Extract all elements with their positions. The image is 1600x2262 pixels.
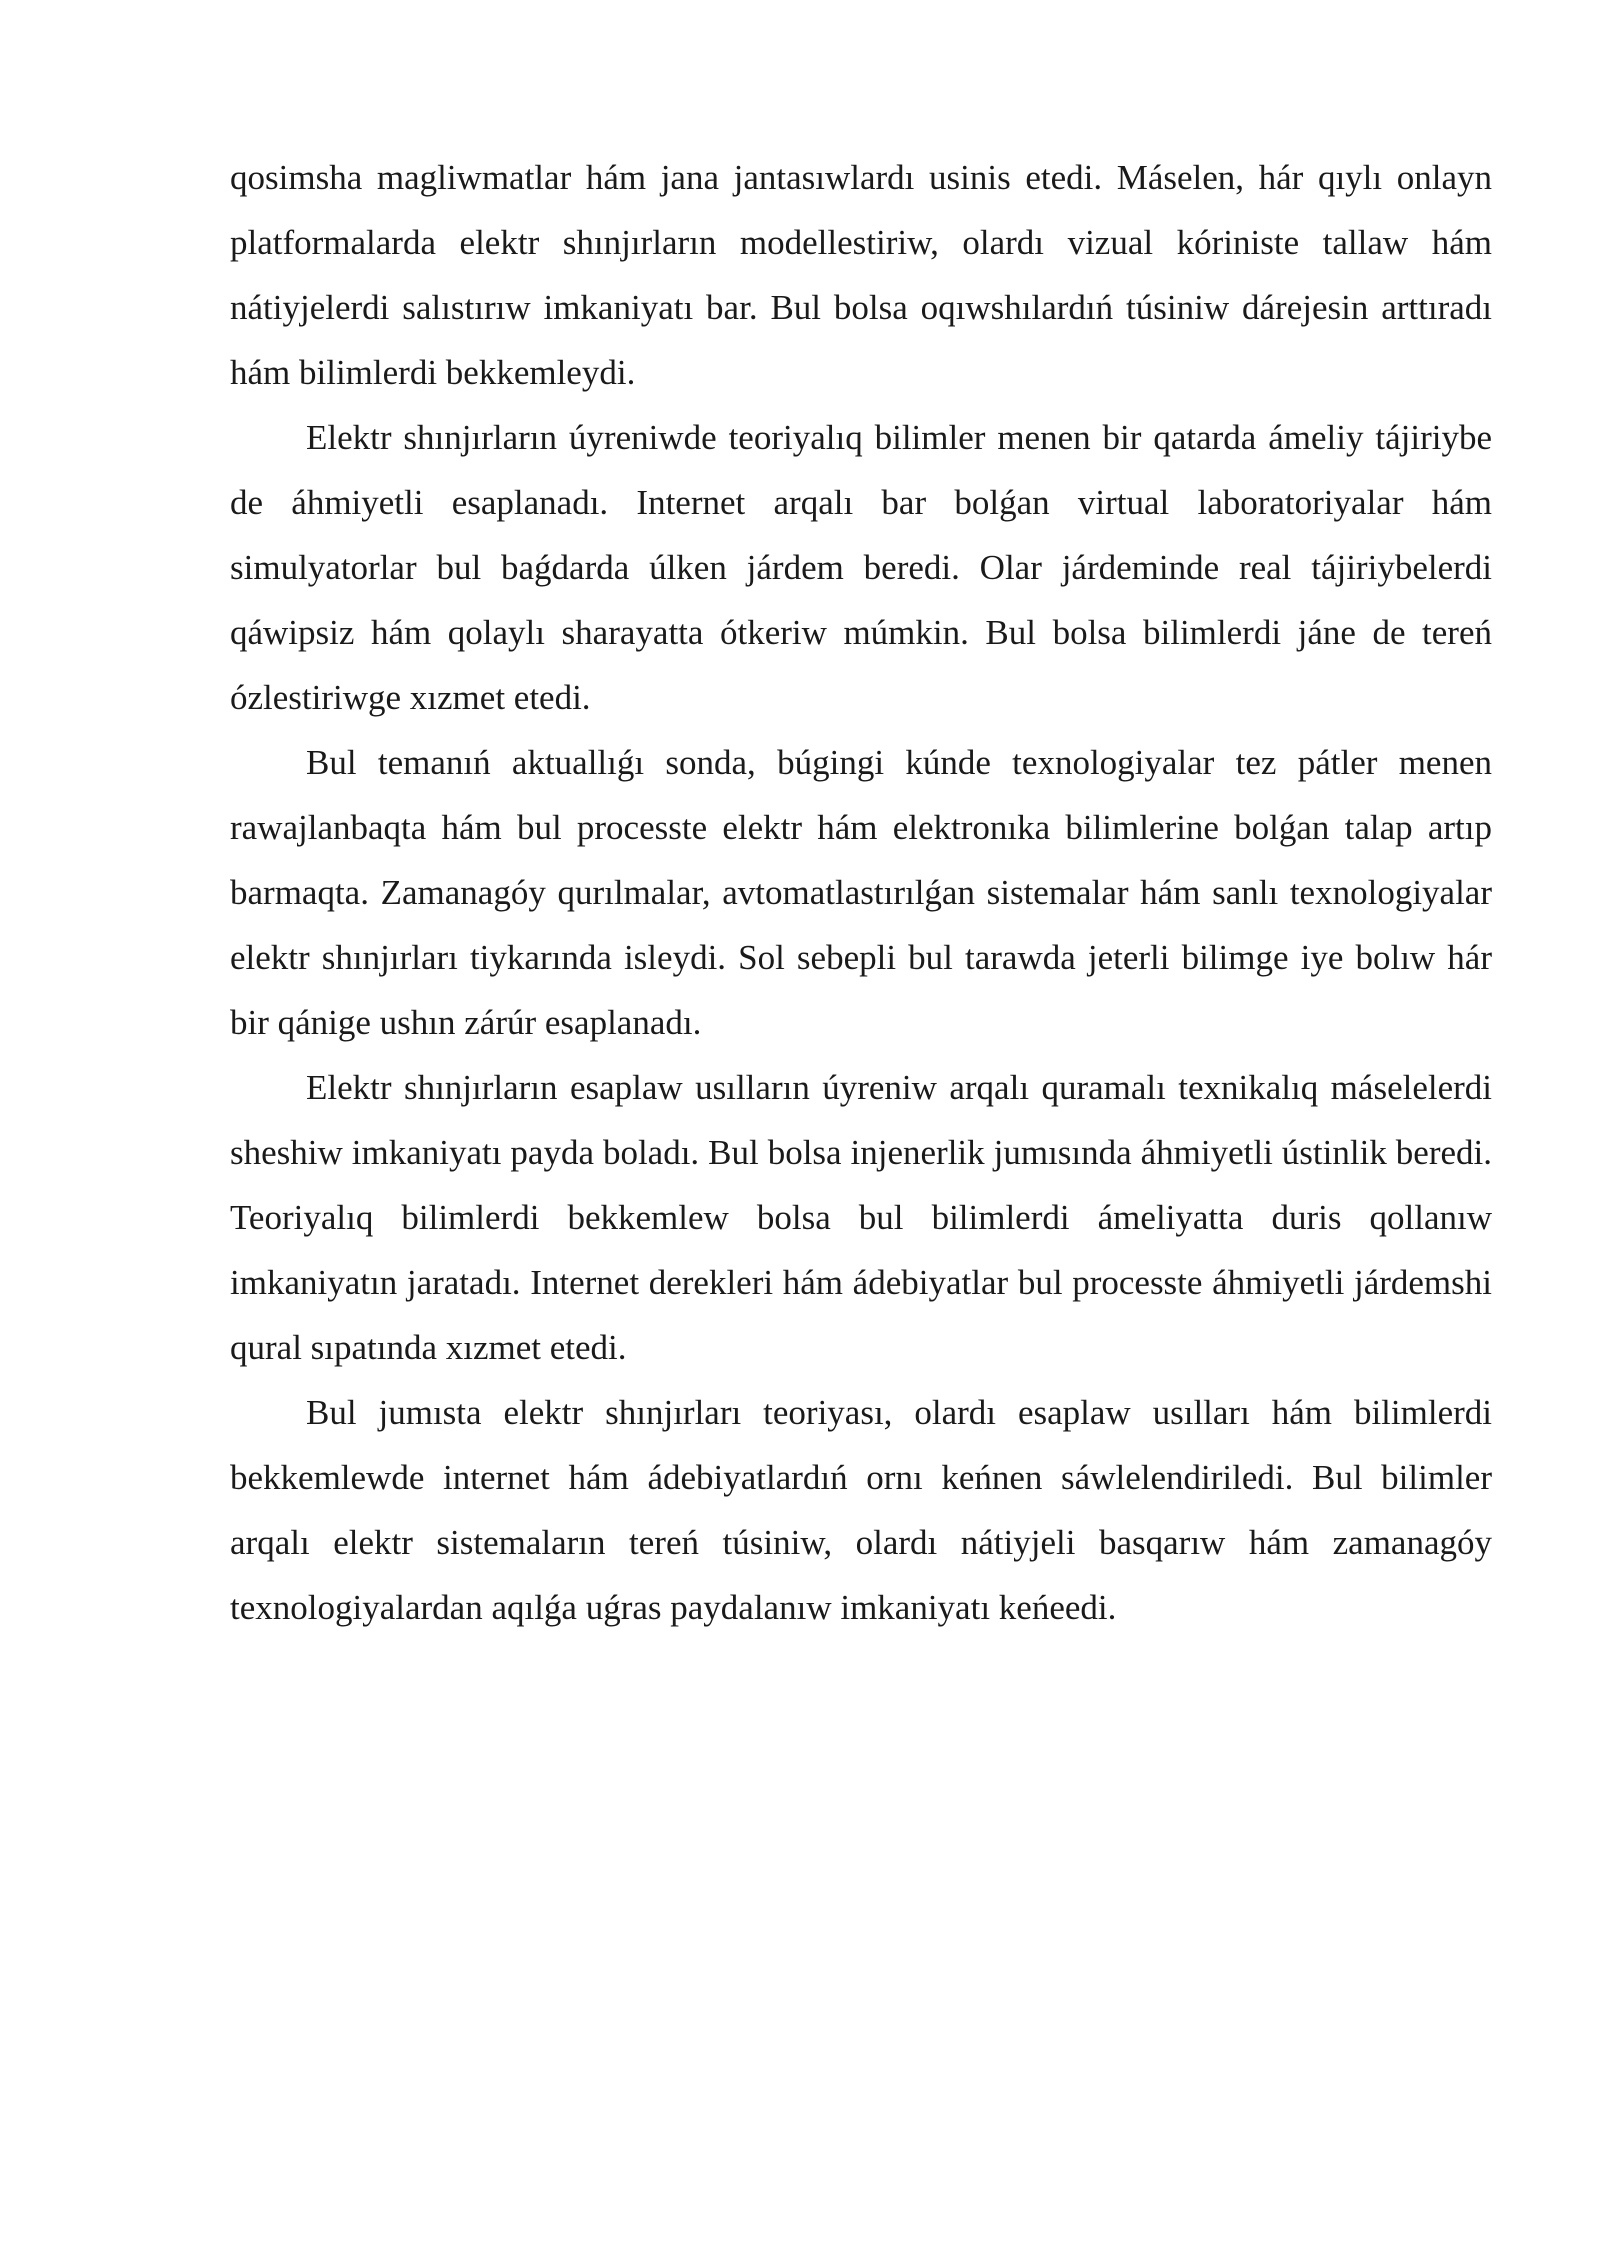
paragraph-5: Bul jumısta elektr shınjırları teoriyası, olardı esaplaw usılları hám bilimlerdi bekkemlewde internet hám ádebiyatlardıń ornı keńnen sáwlelendiriledi. Bul bilimler arqalı elektr sistemaların tereń túsiniw, olardı nátiyjeli basqarıw hám zamanagóy texnologiyalardan aqılǵa uǵras paydalanıw imkaniyatı keńeedi.: [230, 1393, 1492, 1627]
paragraph-3: Bul temanıń aktuallıǵı sonda, búgingi kúnde texnologiyalar tez pátler menen rawajlanbaqta hám bul processte elektr hám elektronıka bilimlerine bolǵan talap artıp barmaqta. Zamanagóy qurılmalar, avtomatlastırılǵan sistemalar hám sanlı texnologiyalar elektr shınjırları tiykarında isleydi. Sol sebepli bul tarawda jeterli bilimge iye bolıw hár bir qánige ushın zárúr esaplanadı.: [230, 743, 1492, 1042]
paragraph-1: qosimsha magliwmatlar hám jana jantasıwlardı usinis etedi. Máselen, hár qıylı onlayn platformalarda elektr shınjırların modellestiriw, olardı vizual kóriniste tallaw hám nátiyjelerdi salıstırıw imkaniyatı bar. Bul bolsa oqıwshılardıń túsiniw dárejesin arttıradı hám bilimlerdi bekkemleydi.: [230, 158, 1492, 392]
paragraph-2: Elektr shınjırların úyreniwde teoriyalıq bilimler menen bir qatarda ámeliy tájiriybe de áhmiyetli esaplanadı. Internet arqalı bar bolǵan virtual laboratoriyalar hám simulyatorlar bul baǵdarda úlken járdem beredi. Olar járdeminde real tájiriybelerdi qáwipsiz hám qolaylı sharayatta ótkeriw múmkin. Bul bolsa bilimlerdi jáne de tereń ózlestiriwge xızmet etedi.: [230, 418, 1492, 717]
body-text: [230, 145, 1492, 1640]
paragraph-4: Elektr shınjırların esaplaw usılların úyreniw arqalı quramalı texnikalıq máselelerdi sheshiw imkaniyatı payda boladı. Bul bolsa injenerlik jumısında áhmiyetli ústinlik beredi. Teoriyalıq bilimlerdi bekkemlew bolsa bul bilimlerdi ámeliyatta duris qollanıw imkaniyatın jaratadı. Internet derekleri hám ádebiyatlar bul processte áhmiyetli járdemshi qural sıpatında xızmet etedi.: [230, 1068, 1492, 1367]
